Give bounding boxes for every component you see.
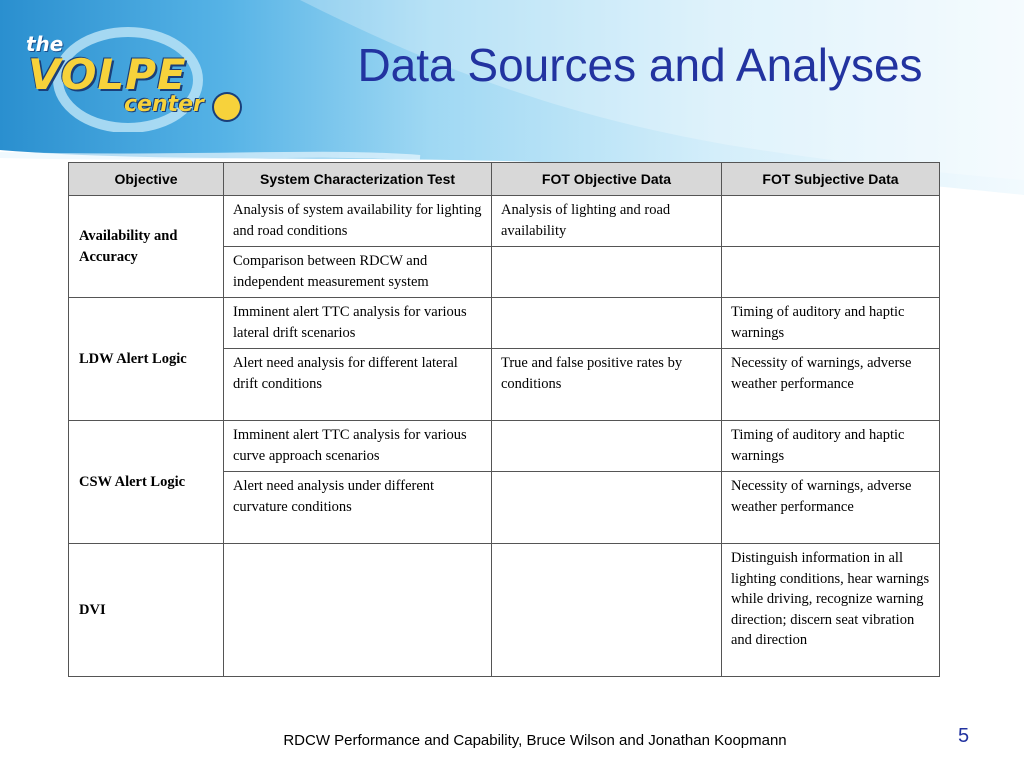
table-cell — [492, 421, 722, 472]
table-row — [69, 298, 940, 349]
table-cell — [492, 472, 722, 544]
table-cell: Comparison between RDCW and independent measurement system — [224, 247, 492, 298]
table-cell: Alert need analysis for different lateral drift conditions — [224, 349, 492, 421]
table-cell: Analysis of lighting and road availability — [492, 196, 722, 247]
table-cell — [492, 298, 722, 349]
column-header: FOT Objective Data — [492, 163, 722, 196]
table-cell — [492, 247, 722, 298]
table-cell: Distinguish information in all lighting conditions, hear warnings while driving, recognize warning direction; discern seat vibration and direction — [722, 544, 940, 677]
table-row — [69, 196, 940, 247]
table-cell: Alert need analysis under different curvature conditions — [224, 472, 492, 544]
objective-cell: DVI — [69, 544, 224, 677]
table-cell: Imminent alert TTC analysis for various curve approach scenarios — [224, 421, 492, 472]
objective-cell: Availability and Accuracy — [69, 196, 224, 298]
objective-cell: LDW Alert Logic — [69, 298, 224, 421]
table-row — [69, 544, 940, 677]
table-cell: Necessity of warnings, adverse weather performance — [722, 472, 940, 544]
data-sources-table — [68, 162, 940, 677]
logo-center: center — [124, 92, 204, 117]
table-cell: Necessity of warnings, adverse weather performance — [722, 349, 940, 421]
column-header: Objective — [69, 163, 224, 196]
column-header: FOT Subjective Data — [722, 163, 940, 196]
slide-footer: RDCW Performance and Capability, Bruce Wilson and Jonathan Koopmann — [283, 732, 787, 749]
table-cell — [224, 544, 492, 677]
table-cell — [492, 544, 722, 677]
table-cell: Imminent alert TTC analysis for various lateral drift scenarios — [224, 298, 492, 349]
table-header-row — [69, 163, 940, 196]
logo-volpe: VOLPE — [28, 50, 187, 99]
column-header: System Characterization Test — [224, 163, 492, 196]
volpe-center-logo — [18, 22, 258, 132]
page-number: 5 — [958, 725, 970, 747]
table-cell — [722, 247, 940, 298]
objective-cell: CSW Alert Logic — [69, 421, 224, 544]
logo-the: the — [26, 32, 64, 56]
table-cell: Timing of auditory and haptic warnings — [722, 298, 940, 349]
logo-swirl-icon — [214, 94, 240, 120]
slide-title: Data Sources and Analyses — [357, 39, 923, 91]
table-cell: Analysis of system availability for lighting and road conditions — [224, 196, 492, 247]
table-row — [69, 421, 940, 472]
table-cell: Timing of auditory and haptic warnings — [722, 421, 940, 472]
table-cell: True and false positive rates by conditions — [492, 349, 722, 421]
table-cell — [722, 196, 940, 247]
